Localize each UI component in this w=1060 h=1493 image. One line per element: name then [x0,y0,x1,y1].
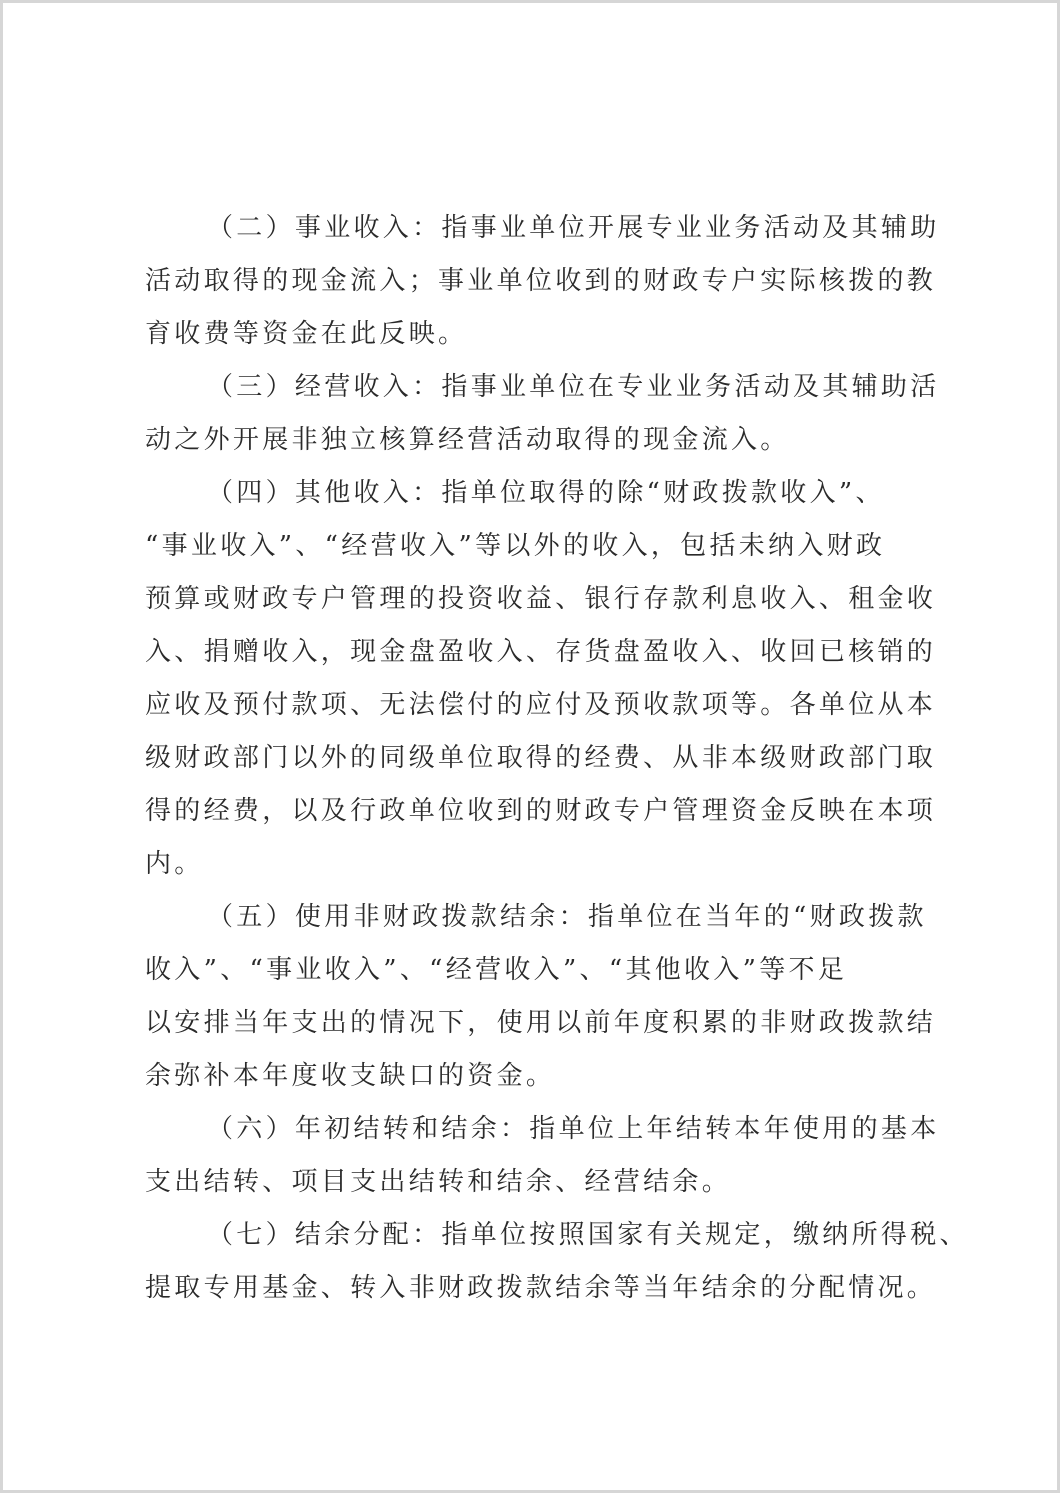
text-line: 得的经费，以及行政单位收到的财政专户管理资金反映在本项 [145,796,937,826]
paragraph-jieyu-fenpei [145,1209,969,1315]
text-line: 支出结转、项目支出结转和结余、经营结余。 [145,1167,732,1197]
text-line: 以安排当年支出的情况下，使用以前年度积累的非财政拨款结 [145,1008,937,1038]
paragraph-shiyong-jieyu [145,891,941,1103]
text-line: 余弥补本年度收支缺口的资金。 [145,1061,556,1091]
text-line: “事业收入”、“经营收入”等以外的收入，包括未纳入财政 [145,531,886,561]
text-line: 收入”、“事业收入”、“经营收入”、“其他收入”等不足 [145,955,848,985]
text-line: 育收费等资金在此反映。 [145,319,468,349]
text-line: 入、捐赠收入，现金盘盈收入、存货盘盈收入、收回已核销的 [145,637,937,667]
text-line: 内。 [145,849,204,879]
paragraph-shiye-shouru [145,202,941,361]
text-line: 预算或财政专户管理的投资收益、银行存款利息收入、租金收 [145,584,937,614]
text-line: （三）经营收入：指事业单位在专业业务活动及其辅助活 [207,372,940,402]
text-line: 应收及预付款项、无法偿付的应付及预收款项等。各单位从本 [145,690,937,720]
text-line: 活动取得的现金流入；事业单位收到的财政专户实际核拨的教 [145,266,937,296]
text-line: （七）结余分配：指单位按照国家有关规定，缴纳所得税、 [207,1220,969,1250]
paragraph-jingying-shouru [145,361,941,467]
paragraph-nianchu-jiezhuan [145,1103,941,1209]
text-line: 提取专用基金、转入非财政拨款结余等当年结余的分配情况。 [145,1273,937,1303]
text-line: （六）年初结转和结余：指单位上年结转本年使用的基本 [207,1114,940,1144]
text-line: 动之外开展非独立核算经营活动取得的现金流入。 [145,425,790,455]
text-line: （五）使用非财政拨款结余：指单位在当年的“财政拨款 [207,902,927,932]
text-line: 级财政部门以外的同级单位取得的经费、从非本级财政部门取 [145,743,937,773]
document-body [145,202,969,1315]
text-line: （二）事业收入：指事业单位开展专业业务活动及其辅助 [207,213,940,243]
text-line: （四）其他收入：指单位取得的除“财政拨款收入”、 [207,478,885,508]
paragraph-qita-shouru [145,467,941,891]
